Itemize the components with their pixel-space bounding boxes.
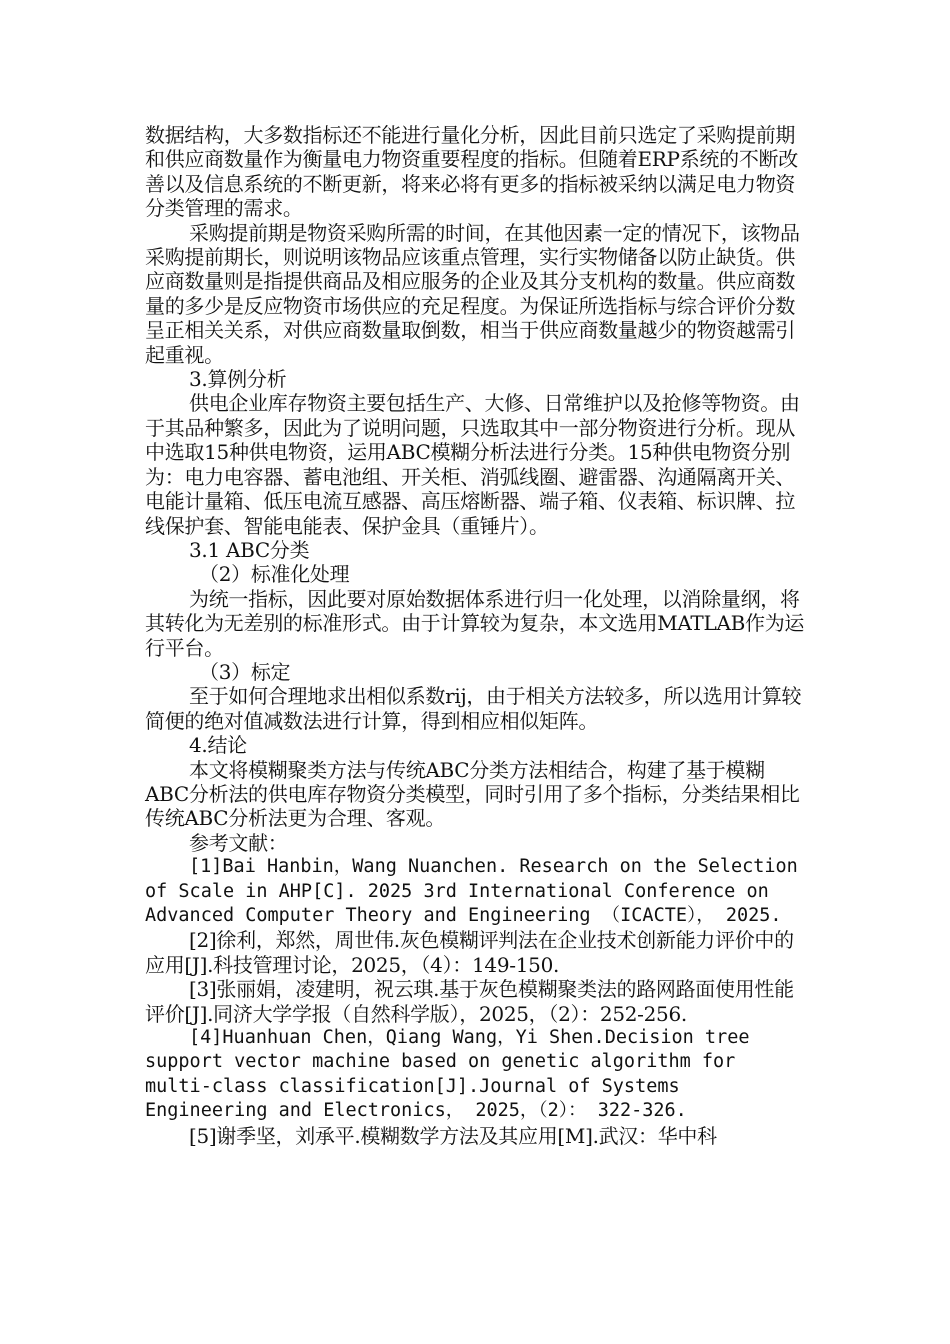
section-heading-conclusion: 4.结论 [189,733,247,758]
subheading-calibration: （3）标定 [199,659,291,684]
paragraph-lead-time: 采购提前期是物资采购所需的时间，在其他因素一定的情况下，该物品采购提前期长，则说明该物品应该重点管理，实行实物储备以防止缺货。供应商数量则是指提供商品及相应服务的企业及其分支机构的数量。供应商数量的多少是反应物资市场供应的充足程度。为保证所选指标与综合评价分数呈正相关关系，对供应商数量取倒数，相当于供应商数量越少的物资越需引起重视。 [145,220,800,367]
paragraph-conclusion: 本文将模糊聚类方法与传统ABC分类方法相结合，构建了基于模糊ABC分析法的供电库存物资分类模型，同时引用了多个指标，分类结果相比传统ABC分析法更为合理、客观。 [145,757,800,831]
reference-item: [5]谢季坚，刘承平.模糊数学方法及其应用[M].武汉：华中科 [189,1123,717,1148]
section-heading-example-analysis: 3.算例分析 [189,367,287,392]
paragraph-normalization: 为统一指标，因此要对原始数据体系进行归一化处理，以消除量纲，将其转化为无差别的标准形式。由于计算较为复杂，本文选用MATLAB作为运行平台。 [145,586,805,660]
reference-item: [3]张丽娟，凌建明，祝云琪.基于灰色模糊聚类法的路网路面使用性能评价[J].同济大学学报（自然科学版），2025，（2）：252-256. [145,977,794,1026]
reference-item: [4]Huanhuan Chen，Qiang Wang，Yi Shen.Decision tree support vector machine based on genetic algorithm for multi-class classification[J].Journal of Systems Engineering and Electronics， 2025，（2）： 322-326. [145,1027,750,1122]
section-heading-abc-classification: 3.1 ABC分类 [189,537,310,562]
subheading-standardization: （2）标准化处理 [199,562,350,587]
reference-item: [1]Bai Hanbin，Wang Nuanchen. Research on the Selection of Scale in AHP[C]. 2025 3rd International Conference on Advanced Computer Theory and Engineering （ICACTE）， 2025. [145,856,798,926]
document-page [145,123,807,1148]
references-heading: 参考文献： [189,830,288,855]
reference-item: [2]徐利，郑然，周世伟.灰色模糊评判法在企业技术创新能力评价中的应用[J].科技管理讨论，2025，（4）：149-150. [145,928,794,977]
paragraph-inventory-materials: 供电企业库存物资主要包括生产、大修、日常维护以及抢修等物资。由于其品种繁多，因此为了说明问题，只选取其中一部分物资进行分析。现从中选取15种供电物资，运用ABC模糊分析法进行分类。15种供电物资分别为：电力电容器、蓄电池组、开关柜、消弧线圈、避雷器、沟通隔离开关、电能计量箱、低压电流互感器、高压熔断器、端子箱、仪表箱、标识牌、拉线保护套、智能电能表、保护金具（重锤片）。 [145,391,800,538]
paragraph-data-structure: 数据结构，大多数指标还不能进行量化分析，因此目前只选定了采购提前期和供应商数量作为衡量电力物资重要程度的指标。但随着ERP系统的不断改善以及信息系统的不断更新，将来必将有更多的指标被采纳以满足电力物资分类管理的需求。 [145,123,798,221]
paragraph-similarity: 至于如何合理地求出相似系数rij，由于相关方法较多，所以选用计算较简便的绝对值减数法进行计算，得到相应相似矩阵。 [145,684,802,733]
